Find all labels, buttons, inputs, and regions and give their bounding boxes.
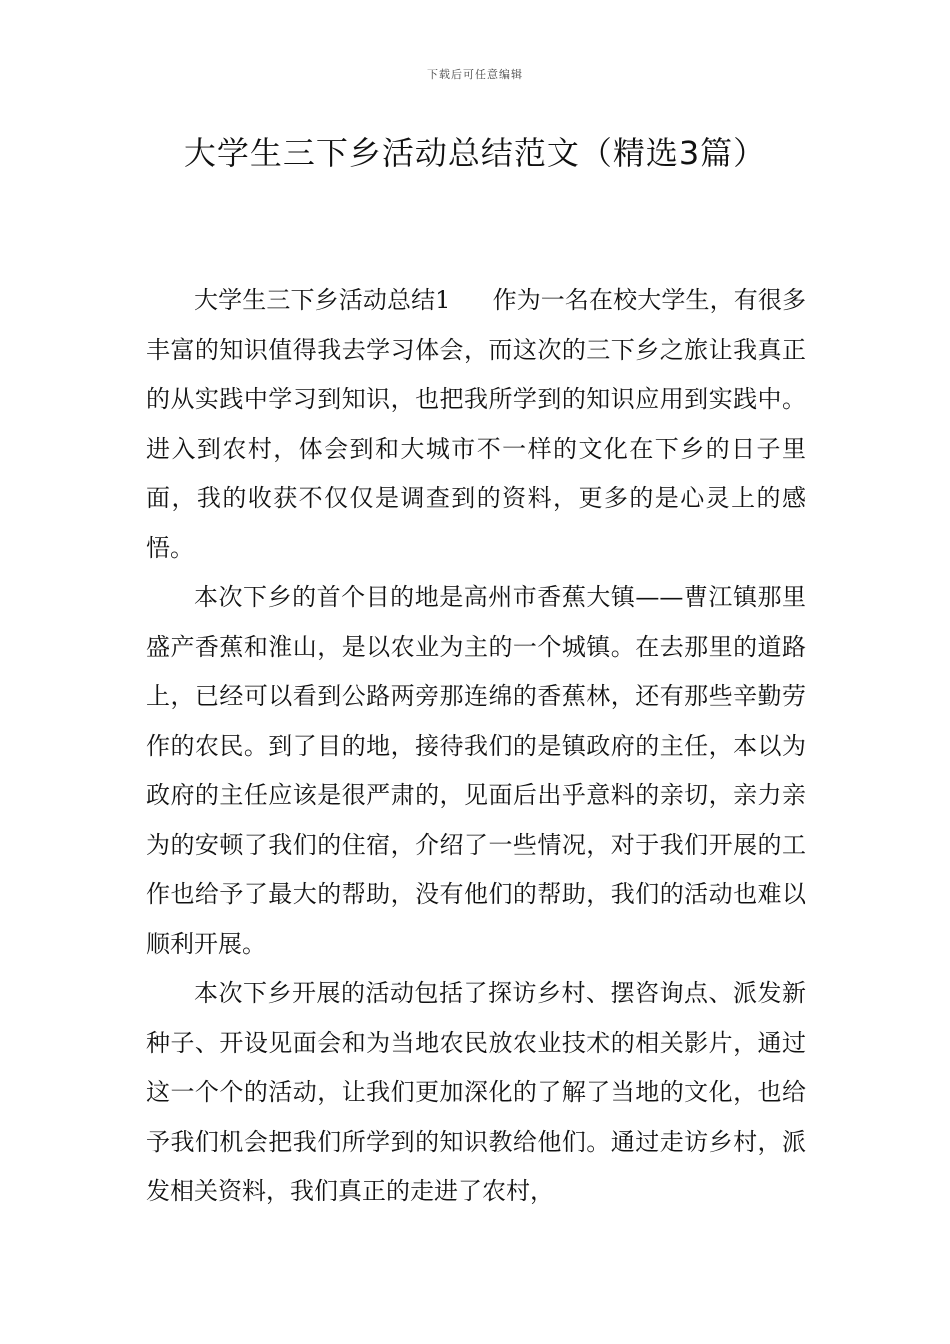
- document-title: 大学生三下乡活动总结范文（精选3篇）: [183, 134, 767, 172]
- section-heading: 大学生三下乡活动总结1: [194, 286, 451, 314]
- paragraph-1: [146, 276, 806, 573]
- paragraph-2: 本次下乡的首个目的地是高州市香蕉大镇——曹江镇那里盛产香蕉和淮山，是以农业为主的一个城镇。在去那里的道路上，已经可以看到公路两旁那连绵的香蕉林，还有那些辛勤劳作的农民。到了目的地，接待我们的是镇政府的主任，本以为政府的主任应该是很严肃的，见面后出乎意料的亲切，亲力亲为的安顿了我们的住宿，介绍了一些情况，对于我们开展的工作也给予了最大的帮助，没有他们的帮助，我们的活动也难以顺利开展。: [146, 583, 806, 958]
- document-body: [146, 276, 806, 1217]
- paragraph-3: 本次下乡开展的活动包括了探访乡村、摆咨询点、派发新种子、开设见面会和为当地农民放农业技术的相关影片，通过这一个个的活动，让我们更加深化的了解了当地的文化，也给予我们机会把我们所学到的知识教给他们。通过走访乡村，派发相关资料，我们真正的走进了农村，: [146, 979, 806, 1205]
- header-note: 下载后可任意编辑: [427, 68, 523, 81]
- paragraph-1-text: 作为一名在校大学生，有很多丰富的知识值得我去学习体会，而这次的三下乡之旅让我真正的从实践中学习到知识，也把我所学到的知识应用到实践中。进入到农村，体会到和大城市不一样的文化在下乡的日子里面，我的收获不仅仅是调查到的资料，更多的是心灵上的感悟。: [146, 286, 806, 562]
